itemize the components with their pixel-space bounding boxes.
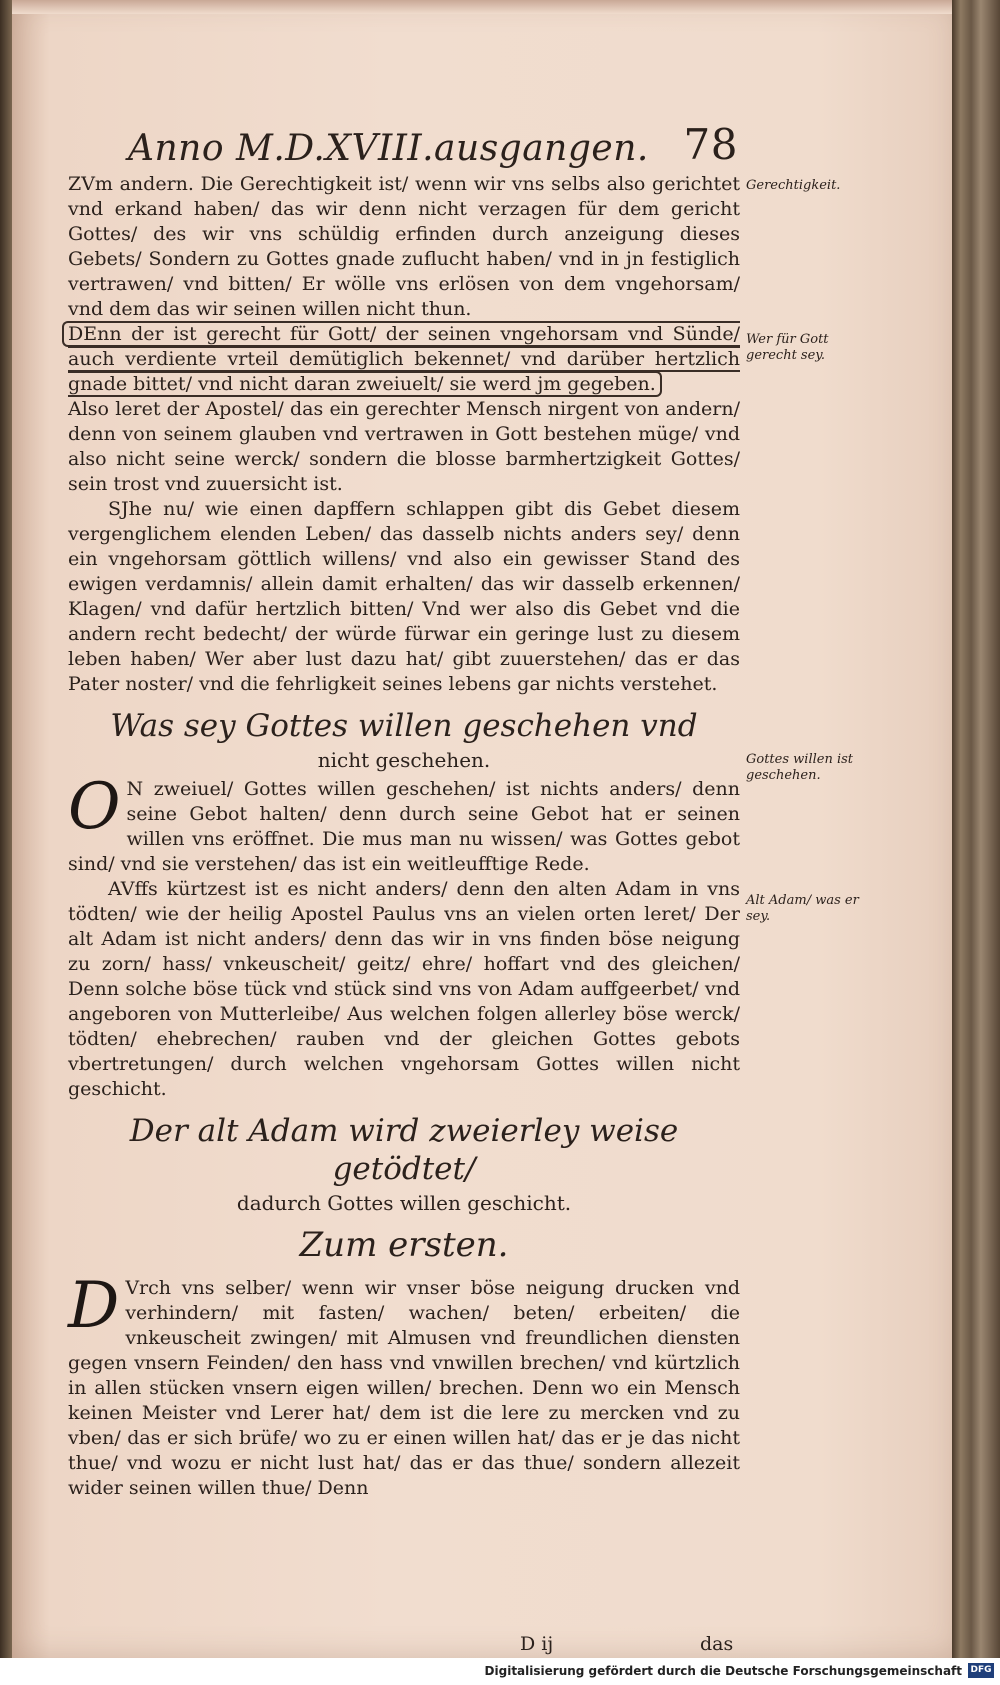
book-spine [0,0,12,1658]
margin-note-gottes-willen: Gottes willen ist geschehen. [746,752,854,783]
boxed-passage: DEnn der ist gerecht für Gott/ der seinen vngehorsam vnd Sünde/ auch verdiente vrteil demütiglich bekennet/ vnd darüber hertzlich gnade bittet/ vnd nicht daran zweiuelt/ sie werd jm gegeben. [62,321,740,397]
footer-bar [0,1658,1000,1685]
page-body [68,172,740,1501]
drop-cap-d: D [68,1269,120,1343]
paragraph-alter-adam: AVffs kürtzest ist es nicht anders/ denn den alten Adam in vns tödten/ wie der heilig Apostel Paulus vns an vielen orten leret/ Der alt Adam ist nicht anders/ denn das wir in vns finden böse neigung zu zorn/ hass/ vnkeuscheit/ geitz/ ehre/ hoffart vnd des gleichen/ Denn solche böse tück vnd stück sind vns von Adam auffgeerbet/ vnd angeboren von Mutterleibe/ Aus welchen folgen allerley böse werck/ tödten/ ehebrechen/ rauben vnd der gleichen Gottes gebots vbertretungen/ durch welchen vngehorsam Gottes willen nicht geschicht. [68,878,740,1100]
digitization-credit: Digitalisierung gefördert durch die Deutsche Forschungsgemeinschaft [484,1664,962,1678]
book-cover-edge [952,0,1000,1658]
catchword: das [700,1633,734,1655]
paragraph-durch-vns-selber [68,1269,740,1501]
paragraph-sihe-nu: SJhe nu/ wie einen dapffern schlappen gibt dis Gebet diesem vergenglichem elenden Leben/ das dasselb nichts anders sey/ denn ein vngehorsam göttlich willens/ vnd also ein gewisser Stand des ewigen verdamnis/ allein damit erhalten/ das wir dasselb erkennen/ Klagen/ vnd dafür hertzlich bitten/ Vnd wer also dis Gebet vnd die andern recht bedecht/ der würde fürwar ein geringe lust zu diesem leben haben/ Wer aber lust dazu hat/ gibt zuuerstehen/ das er das Pater noster/ vnd die fehrligkeit seines lebens gar nichts verstehet. [68,498,740,695]
page-top-edge [12,0,960,14]
section-heading-zum-ersten: Zum ersten. [299,1225,509,1265]
signature-mark: D ij [520,1633,554,1655]
dfg-logo: DFG [968,1663,994,1678]
margin-note-gerechtigkeit: Gerechtigkeit. [746,178,841,193]
paragraph-gerechtigkeit: ZVm andern. Die Gerechtigkeit ist/ wenn wir vns selbs also gerichtet vnd erkand haben/ das wir denn nicht verzagen für dem gericht Gottes/ des wir vns schüldig erfinden durch anzeigung dieses Gebets/ Sondern zu Gottes gnade zuflucht haben/ vnd in jn festiglich vertrawen/ vnd bitten/ Er wölle vns erlösen von dem vngehorsam/ vnd dem das wir seinen willen nicht thun. [68,173,740,320]
page-number: 78 [683,120,738,169]
running-title: Anno M.D.XVIII.ausgangen. [128,128,649,169]
section-subheading-gottes-willen: nicht geschehen. [317,748,491,772]
margin-note-alt-adam: Alt Adam/ was er sey. [746,893,859,924]
drop-cap-o: O [68,770,121,844]
page-header [128,120,738,172]
section-subheading-alt-adam: dadurch Gottes willen geschicht. [236,1191,572,1215]
paragraph-apostel: Also leret der Apostel/ das ein gerechter Mensch nirgent von andern/ denn von seinem glauben vnd vertrawen in Gott bestehen müge/ vnd also nicht seine werck/ sondern die blosse barmhertzigkeit Gottes/ sein trost vnd zuuersicht ist. [68,398,740,495]
paragraph-zweiuel [68,770,740,877]
section-heading-alt-adam: Der alt Adam wird zweierley weise getödtet/ [129,1113,679,1187]
paragraph-zweiuel-text: N zweiuel/ Gottes willen geschehen/ ist nichts anders/ denn seine Gebot halten/ denn durch seine Gebot hat er seinen willen vns eröffnet. Die mus man nu wissen/ was Gottes gebot sind/ vnd sie verstehen/ das ist ein weitleufftige Rede. [68,778,740,875]
paragraph-boxed [68,322,740,397]
paragraph-durch-vns-selber-text: Vrch vns selber/ wenn wir vnser böse neigung drucken vnd verhindern/ mit fasten/ wachen/ beten/ erbeiten/ die vnkeuscheit zwingen/ mit Almusen vnd freundlichen diensten gegen vnsern Feinden/ den hass vnd vnwillen brechen/ vnd kürtzlich in allen stücken vnsern eigen willen/ brechen. Denn wo ein Mensch keinen Meister vnd Lerer hat/ dem ist die lere zu mercken vnd zu vben/ das er sich brüfe/ wo zu er einen willen hat/ das er je das nicht thue/ vnd wozu er nicht lust hat/ das er das thue/ sondern allezeit wider seinen willen thue/ Denn [68,1277,740,1499]
margin-note-wer-fuer-gott: Wer für Gott gerecht sey. [746,332,829,363]
section-heading-gottes-willen: Was sey Gottes willen geschehen vnd [110,708,698,744]
